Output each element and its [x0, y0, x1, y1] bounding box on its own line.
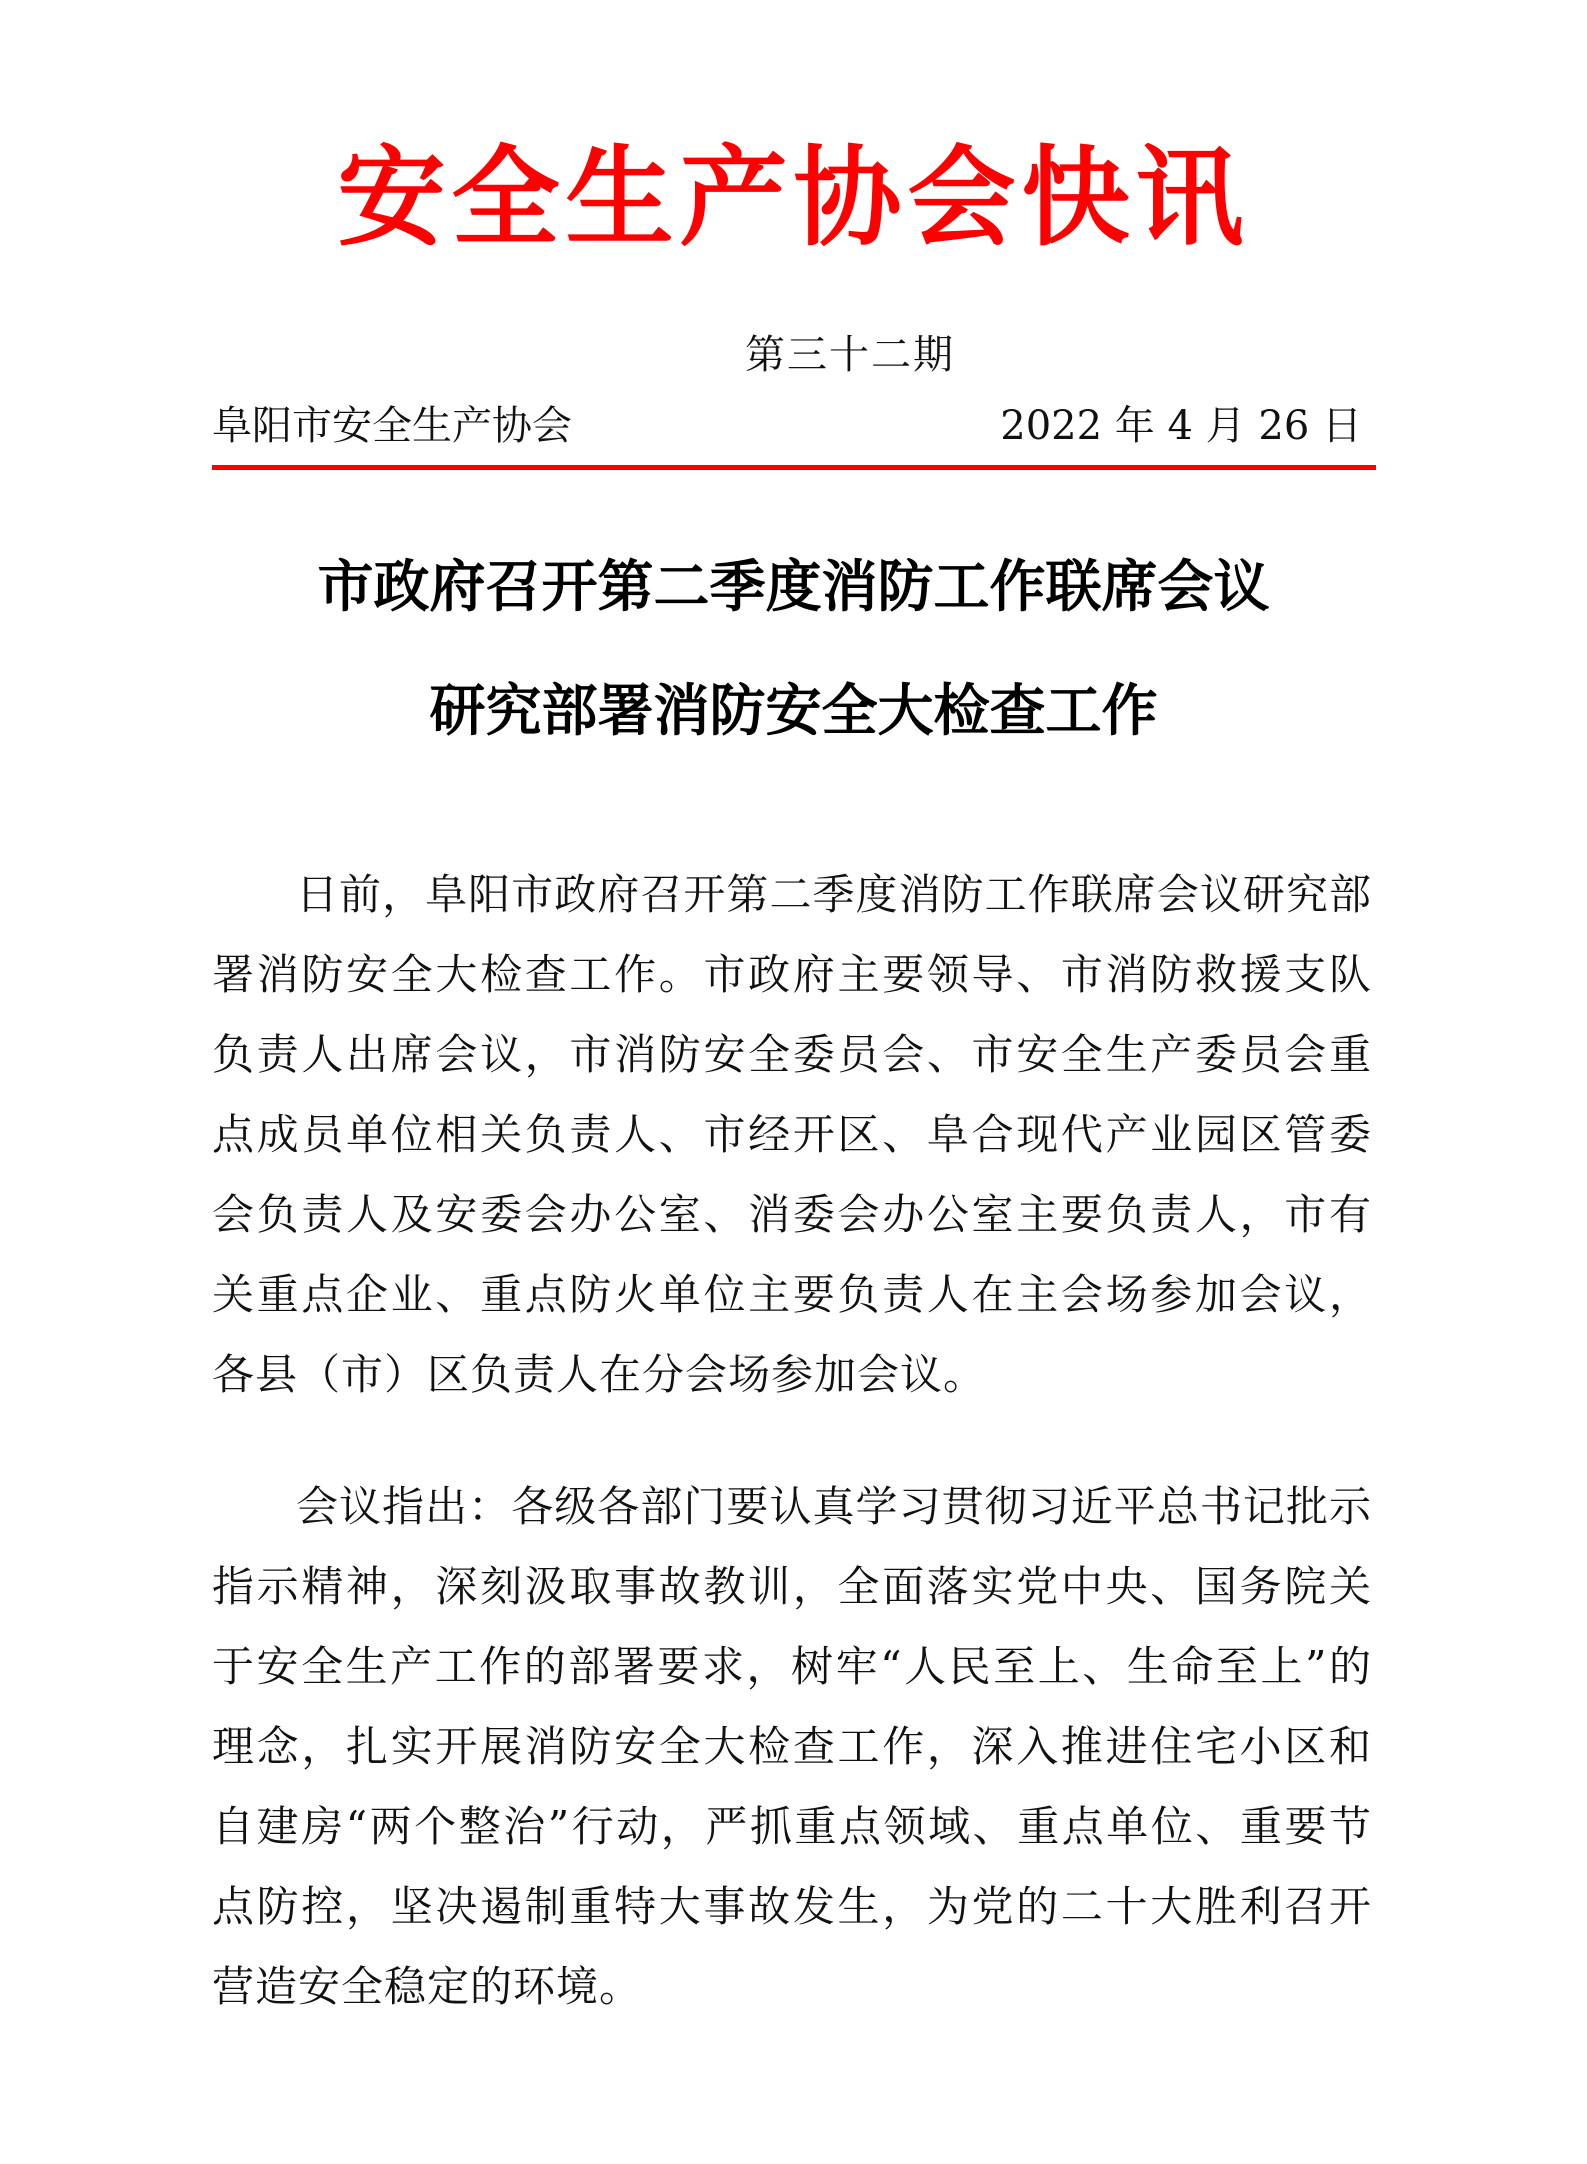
- issue-number: 第三十二期: [745, 332, 955, 378]
- publish-date: 2022 年 4 月 26 日: [1000, 403, 1362, 449]
- body-paragraph-2: 会议指出：各级各部门要认真学习贯彻习近平总书记批示指示精神，深刻汲取事故教训，全面落实党中央、国务院关于安全生产工作的部署要求，树牢“人民至上、生命至上”的理念，扎实开展消防安全大检查工作，深入推进住宅小区和自建房“两个整治”行动，严抓重点领域、重点单位、重要节点防控，坚决遏制重特大事故发生，为党的二十大胜利召开营造安全稳定的环境。: [212, 1482, 1372, 2011]
- headline-line-1: 市政府召开第二季度消防工作联席会议: [317, 555, 1270, 620]
- headline-line-2: 研究部署消防安全大检查工作: [429, 679, 1158, 744]
- issuer-row: [212, 400, 1362, 452]
- issuer-name: 阜阳市安全生产协会: [212, 403, 572, 449]
- body-paragraph-1: 日前，阜阳市政府召开第二季度消防工作联席会议研究部署消防安全大检查工作。市政府主要领导、市消防救援支队负责人出席会议，市消防安全委员会、市安全生产委员会重点成员单位相关负责人、市经开区、阜合现代产业园区管委会负责人及安委会办公室、消委会办公室主要负责人，市有关重点企业、重点防火单位主要负责人在主会场参加会议，各县（市）区负责人在分会场参加会议。: [212, 870, 1372, 1399]
- red-divider: [212, 465, 1376, 470]
- masthead-title: 安全生产协会快讯: [337, 135, 1250, 261]
